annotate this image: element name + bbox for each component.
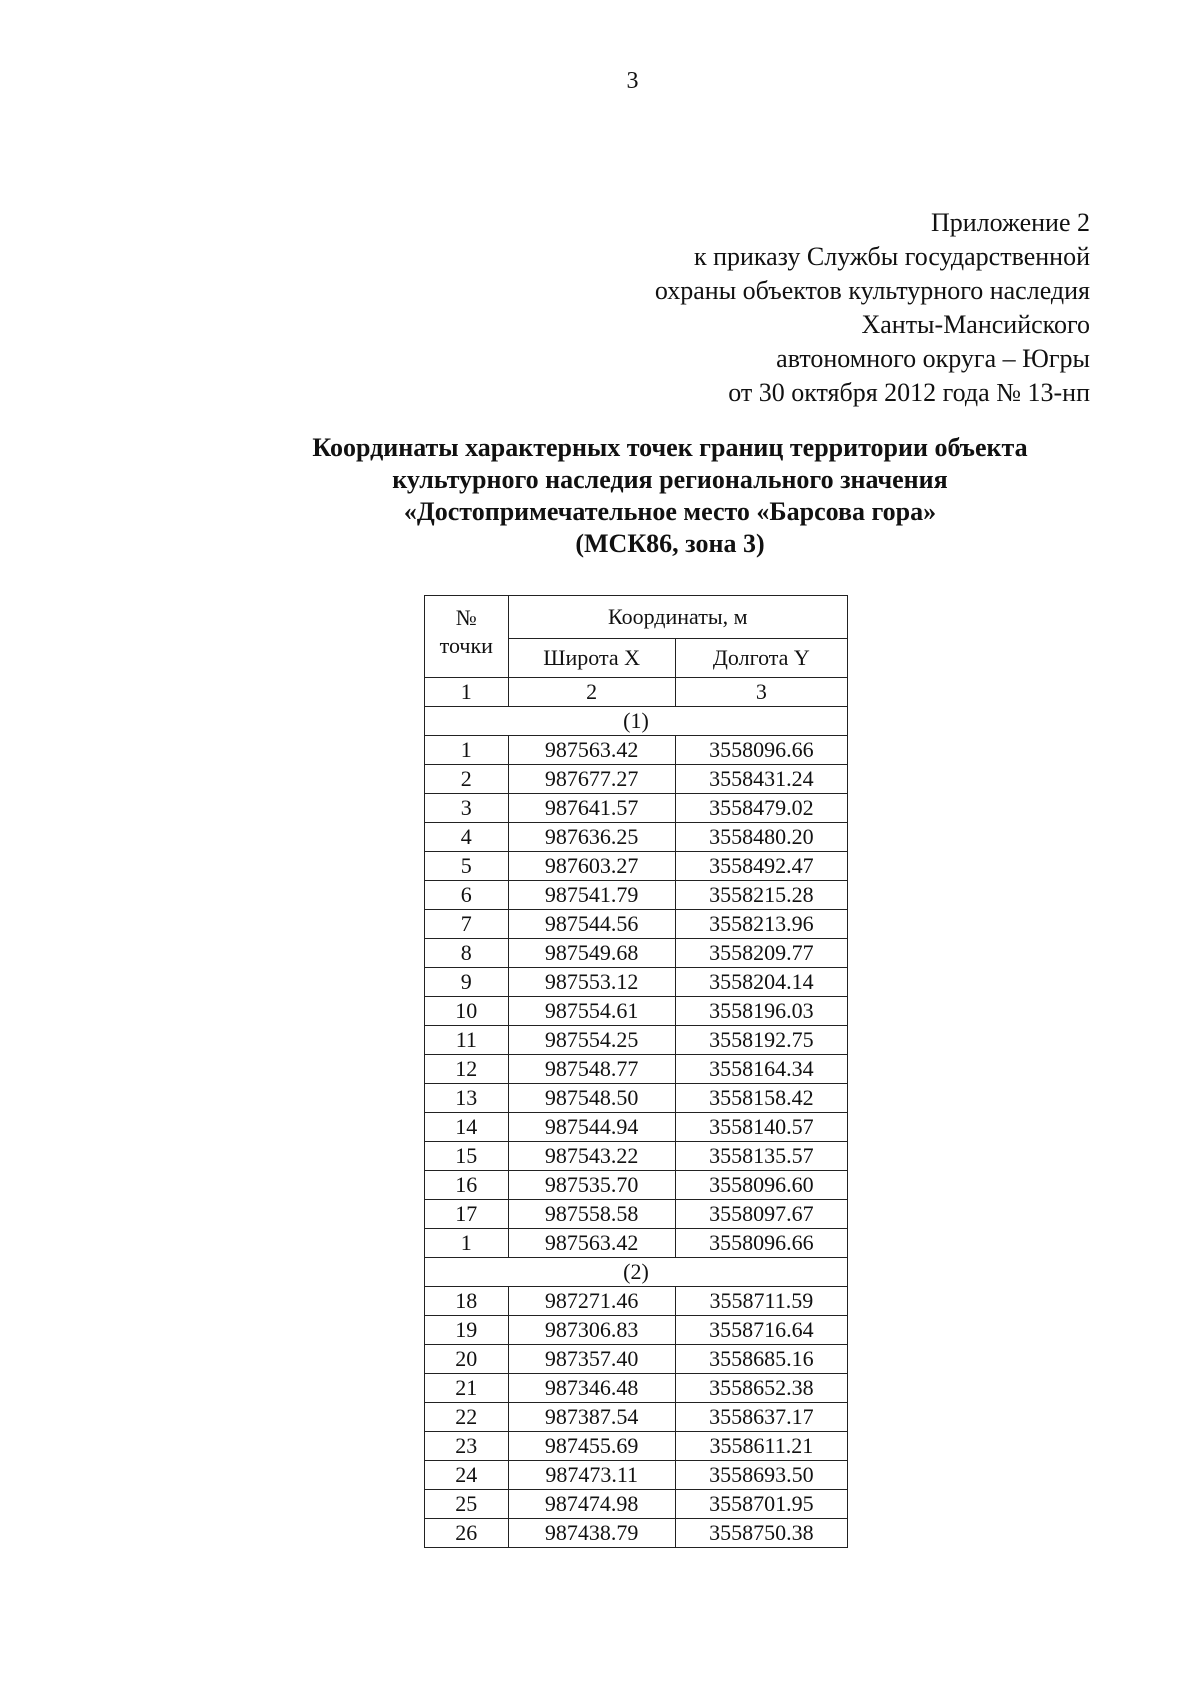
title-line: (МСК86, зона 3) [575,529,765,558]
point-number-cell: 4 [425,823,509,852]
point-number-cell: 10 [425,997,509,1026]
point-number-cell: 24 [425,1461,509,1490]
latitude-cell: 987603.27 [508,852,675,881]
section-label: (1) [425,707,848,736]
coordinates-header: Координаты, м [508,596,847,639]
appendix-line: к приказу Службы государственной [693,242,1090,271]
table-row [425,968,848,997]
section-row [425,707,848,736]
appendix-block [655,206,1090,410]
point-number-cell: 18 [425,1287,509,1316]
table-row [425,1055,848,1084]
table-row [425,1026,848,1055]
longitude-cell: 3558196.03 [675,997,847,1026]
latitude-cell: 987535.70 [508,1171,675,1200]
longitude-cell: 3558611.21 [675,1432,847,1461]
table-row [425,1113,848,1142]
longitude-cell: 3558716.64 [675,1316,847,1345]
table-row [425,736,848,765]
latitude-cell: 987474.98 [508,1490,675,1519]
longitude-cell: 3558637.17 [675,1403,847,1432]
point-number-cell: 17 [425,1200,509,1229]
longitude-cell: 3558204.14 [675,968,847,997]
table-row [425,1316,848,1345]
longitude-cell: 3558693.50 [675,1461,847,1490]
point-number-cell: 1 [425,1229,509,1258]
latitude-cell: 987544.94 [508,1113,675,1142]
longitude-cell: 3558135.57 [675,1142,847,1171]
point-number-cell: 22 [425,1403,509,1432]
title-line: Координаты характерных точек границ территории объекта [312,433,1028,462]
table-row [425,1345,848,1374]
section-row [425,1258,848,1287]
latitude-cell: 987357.40 [508,1345,675,1374]
table-row [425,1461,848,1490]
point-number-cell: 5 [425,852,509,881]
table-row [425,1171,848,1200]
point-number-header-line1: № [455,605,477,630]
table-row [425,881,848,910]
latitude-cell: 987387.54 [508,1403,675,1432]
point-number-cell: 8 [425,939,509,968]
table-row [425,1200,848,1229]
longitude-cell: 3558096.66 [675,1229,847,1258]
point-number-cell: 23 [425,1432,509,1461]
table-row [425,823,848,852]
column-number: 3 [675,678,847,707]
longitude-cell: 3558685.16 [675,1345,847,1374]
table-row [425,1287,848,1316]
latitude-header: Широта X [508,639,675,678]
latitude-cell: 987641.57 [508,794,675,823]
point-number-header-line2: точки [439,633,493,658]
title-line: культурного наследия регионального значения [392,465,948,494]
longitude-cell: 3558480.20 [675,823,847,852]
longitude-cell: 3558164.34 [675,1055,847,1084]
latitude-cell: 987271.46 [508,1287,675,1316]
latitude-cell: 987438.79 [508,1519,675,1548]
point-number-cell: 3 [425,794,509,823]
point-number-cell: 1 [425,736,509,765]
title-line: «Достопримечательное место «Барсова гора» [403,497,937,526]
table-row [425,1490,848,1519]
point-number-cell: 2 [425,765,509,794]
point-number-cell: 7 [425,910,509,939]
longitude-cell: 3558431.24 [675,765,847,794]
coordinates-table [424,595,848,1548]
latitude-cell: 987554.61 [508,997,675,1026]
latitude-cell: 987636.25 [508,823,675,852]
point-number-cell: 9 [425,968,509,997]
longitude-cell: 3558750.38 [675,1519,847,1548]
table-row [425,1374,848,1403]
column-number: 1 [425,678,509,707]
longitude-cell: 3558492.47 [675,852,847,881]
latitude-cell: 987455.69 [508,1432,675,1461]
longitude-cell: 3558096.66 [675,736,847,765]
table-row [425,852,848,881]
point-number-cell: 6 [425,881,509,910]
longitude-cell: 3558701.95 [675,1490,847,1519]
latitude-cell: 987306.83 [508,1316,675,1345]
latitude-cell: 987558.58 [508,1200,675,1229]
longitude-cell: 3558213.96 [675,910,847,939]
latitude-cell: 987548.50 [508,1084,675,1113]
table-row [425,1403,848,1432]
longitude-cell: 3558097.67 [675,1200,847,1229]
longitude-cell: 3558652.38 [675,1374,847,1403]
latitude-cell: 987677.27 [508,765,675,794]
longitude-cell: 3558140.57 [675,1113,847,1142]
point-number-cell: 19 [425,1316,509,1345]
table-row [425,794,848,823]
longitude-cell: 3558711.59 [675,1287,847,1316]
table-row [425,1432,848,1461]
column-number: 2 [508,678,675,707]
latitude-cell: 987346.48 [508,1374,675,1403]
table-row [425,997,848,1026]
longitude-cell: 3558158.42 [675,1084,847,1113]
point-number-cell: 25 [425,1490,509,1519]
point-number-cell: 20 [425,1345,509,1374]
latitude-cell: 987473.11 [508,1461,675,1490]
table-row [425,1519,848,1548]
latitude-cell: 987544.56 [508,910,675,939]
table-row [425,1229,848,1258]
point-number-cell: 11 [425,1026,509,1055]
latitude-cell: 987548.77 [508,1055,675,1084]
point-number-cell: 16 [425,1171,509,1200]
appendix-line: от 30 октября 2012 года № 13-нп [728,378,1090,407]
point-number-header [425,596,509,678]
point-number-cell: 21 [425,1374,509,1403]
appendix-line: Ханты-Мансийского [861,310,1090,339]
section-label: (2) [425,1258,848,1287]
latitude-cell: 987553.12 [508,968,675,997]
latitude-cell: 987554.25 [508,1026,675,1055]
table-row [425,910,848,939]
latitude-cell: 987543.22 [508,1142,675,1171]
appendix-line: Приложение 2 [930,208,1090,237]
column-number-row [425,678,848,707]
point-number-cell: 15 [425,1142,509,1171]
point-number-cell: 14 [425,1113,509,1142]
longitude-cell: 3558096.60 [675,1171,847,1200]
point-number-cell: 12 [425,1055,509,1084]
table-row [425,1142,848,1171]
document-title [270,432,1070,560]
point-number-cell: 26 [425,1519,509,1548]
longitude-header: Долгота Y [675,639,847,678]
appendix-line: охраны объектов культурного наследия [654,276,1090,305]
appendix-line: автономного округа – Югры [776,344,1090,373]
latitude-cell: 987563.42 [508,736,675,765]
point-number-cell: 13 [425,1084,509,1113]
longitude-cell: 3558479.02 [675,794,847,823]
page-number: 3 [626,68,639,94]
latitude-cell: 987563.42 [508,1229,675,1258]
table-row [425,1084,848,1113]
longitude-cell: 3558215.28 [675,881,847,910]
latitude-cell: 987541.79 [508,881,675,910]
longitude-cell: 3558209.77 [675,939,847,968]
latitude-cell: 987549.68 [508,939,675,968]
longitude-cell: 3558192.75 [675,1026,847,1055]
table-header-row [425,596,848,639]
table-row [425,939,848,968]
table-row [425,765,848,794]
